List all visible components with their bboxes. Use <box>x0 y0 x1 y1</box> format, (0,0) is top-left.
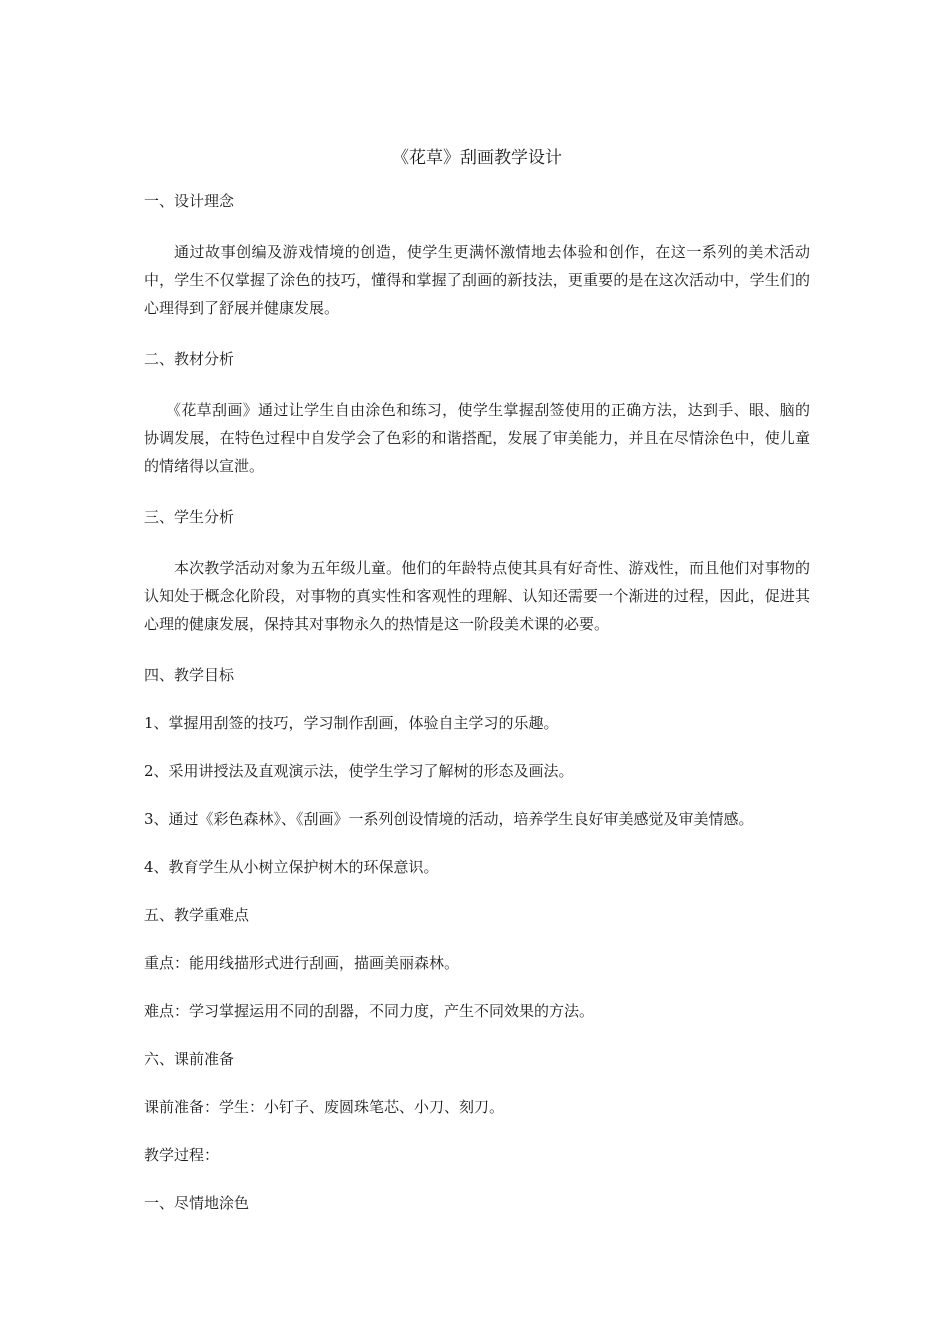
teaching-process-step: 一、尽情地涂色 <box>144 1194 250 1212</box>
key-point-text: 重点：能用线描形式进行刮画，描画美丽森林。 <box>144 954 460 972</box>
section-heading-design-concept: 一、设计理念 <box>144 192 235 210</box>
section-heading-material-analysis: 二、教材分析 <box>144 350 235 368</box>
section-heading-key-points: 五、教学重难点 <box>144 906 250 924</box>
goal-item: 1、掌握用刮签的技巧，学习制作刮画，体验自主学习的乐趣。 <box>144 714 559 732</box>
goal-item: 2、采用讲授法及直观演示法，使学生学习了解树的形态及画法。 <box>144 762 574 780</box>
goal-item: 4、教育学生从小树立保护树木的环保意识。 <box>144 858 439 876</box>
section-heading-student-analysis: 三、学生分析 <box>144 508 235 526</box>
material-analysis-paragraph: 《花草刮画》通过让学生自由涂色和练习，使学生掌握刮签使用的正确方法，达到手、眼、脑的协调发展，在特色过程中自发学会了色彩的和谐搭配，发展了审美能力，并且在尽情涂色中，使儿童的情绪得以宣泄。 <box>144 401 810 475</box>
goal-item: 3、通过《彩色森林》、《刮画》一系列创设情境的活动，培养学生良好审美感觉及审美情感。 <box>144 810 754 828</box>
document-title: 《花草》刮画教学设计 <box>392 148 562 168</box>
section-heading-preparation: 六、课前准备 <box>144 1050 235 1068</box>
document-page <box>144 140 810 1240</box>
teaching-process-label: 教学过程： <box>144 1146 220 1164</box>
difficult-point-text: 难点：学习掌握运用不同的刮器，不同力度，产生不同效果的方法。 <box>144 1002 595 1020</box>
preparation-text: 课前准备：学生：小钉子、废圆珠笔芯、小刀、刻刀。 <box>144 1098 505 1116</box>
design-concept-paragraph: 通过故事创编及游戏情境的创造，使学生更满怀激情地去体验和创作，在这一系列的美术活动中，学生不仅掌握了涂色的技巧，懂得和掌握了刮画的新技法，更重要的是在这次活动中，学生们的心理得到了舒展并健康发展。 <box>144 243 810 317</box>
section-heading-teaching-goals: 四、教学目标 <box>144 666 235 684</box>
student-analysis-paragraph: 本次教学活动对象为五年级儿童。他们的年龄特点使其具有好奇性、游戏性，而且他们对事物的认知处于概念化阶段，对事物的真实性和客观性的理解、认知还需要一个渐进的过程，因此，促进其心理的健康发展，保持其对事物永久的热情是这一阶段美术课的必要。 <box>144 559 810 633</box>
